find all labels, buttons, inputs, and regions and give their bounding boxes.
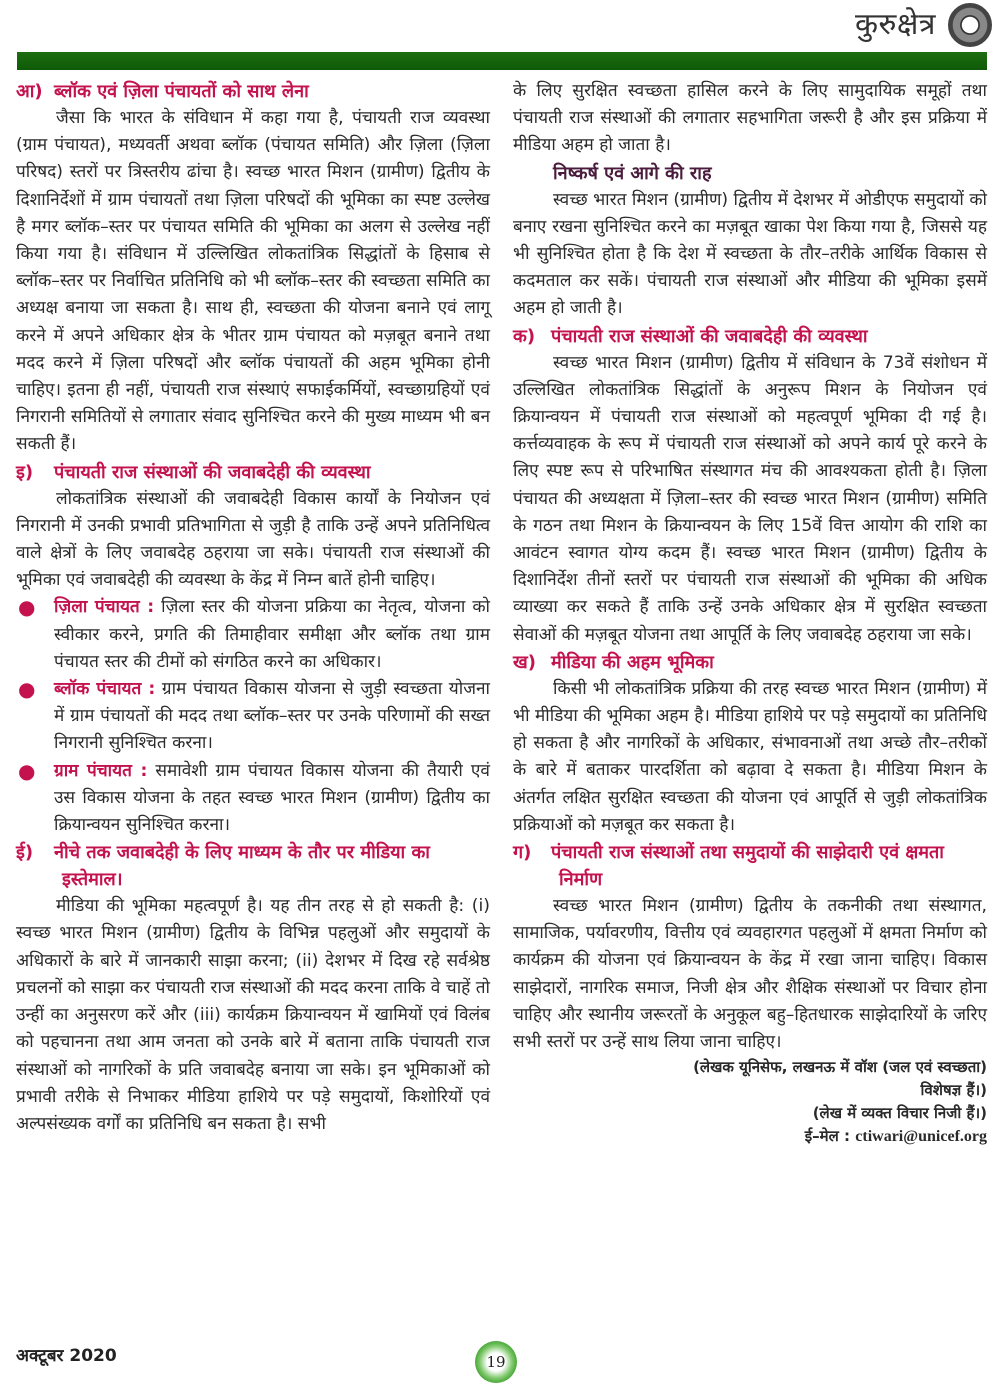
heading-text: पंचायती राज संस्थाओं की जवाबदेही की व्यवस्था bbox=[551, 325, 868, 347]
bullet-text: ज़िला स्तर की योजना प्रक्रिया का नेतृत्व, योजना को स्वीकार करने, प्रगति की तिमाहीवार समीक्षा और ब्लॉक तथा ग्राम पंचायत स्तर की टीमों को संगठित करने का अधिकार। bbox=[54, 597, 491, 672]
bullet-item-block bbox=[16, 676, 490, 758]
bullet-label: ब्लॉक पंचायत : bbox=[54, 679, 156, 700]
bullet-icon: ● bbox=[18, 677, 36, 702]
paragraph-i: लोकतांत्रिक संस्थाओं की जवाबदेही विकास कार्यों के नियोजन एवं निगरानी में उनकी प्रभावी प्रतिभागिता से जुड़ी है ताकि उन्हें अपने प्रतिनिधित्व वाले क्षेत्रों के लिए जवाबदेह ठहराया जा सके। पंचायती राज संस्थाओं की भूमिका एवं जवाबदेही की व्यवस्था के केंद्र में निम्न बातें होनी चाहिए। bbox=[16, 488, 490, 591]
heading-conclusion: निष्कर्ष एवं आगे की राह bbox=[553, 162, 712, 184]
heading-text: ब्लॉक एवं ज़िला पंचायतों को साथ लेना bbox=[54, 81, 309, 102]
heading-text: पंचायती राज संस्थाओं की जवाबदेही की व्यवस्था bbox=[54, 461, 371, 483]
paragraph-ii: मीडिया की भूमिका महत्वपूर्ण है। यह तीन तरह से हो सकती है: (i) स्वच्छ भारत मिशन (ग्रामीण) द्वितीय के विभिन्न पहलुओं और समुदायों के अधिकारों के बारे में जानकारी साझा करना; (ii) देशभर में दिख रहे सर्वश्रेष्ठ प्रचलनों को साझा कर पंचायती राज संस्थाओं की मदद करना ताकि वे चाहें तो उन्हीं का अनुसरण करें और (iii) कार्यक्रम क्रियान्वयन में खामियों एवं विलंब को पहचानना तथा आम जनता को उनके बारे में बताना ताकि पंचायती राज संस्थाओं को नागरिकों के प्रति जवाबदेह बनाया जा सके। इन भूमिकाओं को प्रभावी तरीके से निभाकर मीडिया हाशिये पर पड़े समुदायों, किशोरियों एवं अल्पसंख्यक वर्गों का प्रतिनिधि बन सकता है। सभी bbox=[16, 896, 490, 1134]
chakra-emblem-icon bbox=[948, 3, 992, 47]
heading-marker: इ) bbox=[16, 461, 34, 483]
masthead bbox=[740, 0, 1000, 50]
paragraph-aa: जैसा कि भारत के संविधान में कहा गया है, पंचायती राज व्यवस्था (ग्राम पंचायत), मध्यवर्ती अथवा ब्लॉक (पंचायत समिति) और ज़िला (ज़िला परिषद) स्तरों पर त्रिस्तरीय ढांचा है। स्वच्छ भारत मिशन (ग्रामीण) द्वितीय के दिशानिर्देशों में ग्राम पंचायतों तथा ज़िला परिषदों की भूमिका का स्पष्ट उल्लेख है मगर ब्लॉक–स्तर पर पंचायत समिति की भूमिका का अलग से उल्लेख नहीं किया गया है। संविधान में उल्लिखित लोकतांत्रिक सिद्धांतों के हिसाब से ब्लॉक–स्तर पर निर्वाचित प्रतिनिधि को भी ब्लॉक–स्तर की स्वच्छता समिति का अध्यक्ष बनाया जा सकता है। साथ ही, स्वच्छता की योजना बनाने एवं लागू करने में अपने अधिकार क्षेत्र के भीतर ग्राम पंचायत को मज़बूत बनाने तथा मदद करने में ज़िला परिषदों और ब्लॉक पंचायतों की अहम भूमिका होनी चाहिए। इतना ही नहीं, पंचायती राज संस्थाएं सफाईकर्मियों, स्वच्छाग्रहियों एवं निगरानी समितियों से लगातार संवाद सुनिश्चित करने की मुख्य माध्यम भी बन सकती हैं। bbox=[16, 108, 490, 455]
author-note bbox=[513, 1056, 987, 1148]
email-label: ई–मेल : bbox=[804, 1127, 851, 1146]
heading-marker: ई) bbox=[16, 842, 34, 864]
heading-marker: आ) bbox=[16, 81, 43, 102]
bullet-item-gram bbox=[16, 758, 490, 840]
magazine-title: कुरुक्षेत्र bbox=[854, 7, 936, 42]
heading-marker: ख) bbox=[513, 651, 536, 673]
heading-aa bbox=[16, 78, 490, 105]
heading-ka bbox=[513, 323, 987, 350]
email-line bbox=[513, 1125, 987, 1148]
bullet-icon: ● bbox=[18, 758, 36, 783]
bullet-label: ग्राम पंचायत : bbox=[54, 760, 148, 781]
right-column bbox=[513, 78, 987, 1148]
bullet-text: ग्राम पंचायत विकास योजना से जुड़ी स्वच्छता योजना में ग्राम पंचायतों की मदद तथा ब्लॉक–स्तर पर उनके परिणामों की सख्त निगरानी सुनिश्चित करना। bbox=[54, 679, 490, 754]
author-note-line: (लेखक यूनिसेफ, लखनऊ में वॉश (जल एवं स्वच्छता) bbox=[693, 1058, 987, 1077]
bullet-icon: ● bbox=[18, 595, 36, 620]
paragraph-ga: स्वच्छ भारत मिशन (ग्रामीण) द्वितीय के तकनीकी तथा संस्थागत, सामाजिक, पर्यावरणीय, वित्तीय एवं व्यवहारगत पहलुओं में क्षमता निर्माण को कार्यक्रम की योजना एवं क्रियान्वयन के केंद्र में रखा जाना चाहिए। विकास साझेदारों, नागरिक समाज, निजी क्षेत्र और शैक्षिक संस्थाओं पर विचार होना चाहिए और स्थानीय जरूरतों के अनुकूल बहु–हितधारक साझेदारियों के जरिए सभी स्तरों पर उन्हें साथ लिया जाना चाहिए। bbox=[513, 896, 987, 1053]
heading-kha bbox=[513, 649, 987, 676]
heading-marker: क) bbox=[513, 325, 536, 347]
heading-text: नीचे तक जवाबदेही के लिए माध्यम के तौर पर मीडिया का इस्तेमाल। bbox=[54, 842, 430, 891]
disclaimer-line: (लेख में व्यक्त विचार निजी हैं।) bbox=[812, 1104, 987, 1123]
heading-text: मीडिया की अहम भूमिका bbox=[551, 651, 714, 673]
heading-i bbox=[16, 459, 490, 486]
email-link[interactable]: ctiwari@unicef.org bbox=[855, 1128, 987, 1146]
paragraph-kha: किसी भी लोकतांत्रिक प्रक्रिया की तरह स्वच्छ भारत मिशन (ग्रामीण) में भी मीडिया की भूमिका अहम है। मीडिया हाशिये पर पड़े समुदायों का प्रतिनिधि हो सकता है और नागरिकों के अधिकार, संभावनाओं तथा अच्छे तौर–तरीकों के बारे में बताकर पारदर्शिता को बढ़ावा दे सकता है। मीडिया मिशन के अंतर्गत लक्षित सुरक्षित स्वच्छता की योजना एवं आपूर्ति से जुड़ी लोकतांत्रिक प्रक्रियाओं को मज़बूत कर सकता है। bbox=[513, 678, 988, 835]
bullet-item-zila bbox=[16, 594, 490, 676]
heading-ga bbox=[513, 839, 987, 893]
paragraph-conclusion: स्वच्छ भारत मिशन (ग्रामीण) द्वितीय में देशभर में ओडीएफ समुदायों को बनाए रखना सुनिश्चित करने का मज़बूत खाका पेश किया गया है, जिससे यह भी सुनिश्चित होता है कि देश में स्वच्छता के तौर–तरीके आर्थिक विकास से कदमताल कर सकें। पंचायती राज संस्थाओं और मीडिया की भूमिका इसमें अहम हो जाती है। bbox=[513, 189, 987, 319]
paragraph-continuation: के लिए सुरक्षित स्वच्छता हासिल करने के लिए सामुदायिक समूहों तथा पंचायती राज संस्थाओं की लगातार सहभागिता जरूरी है और इस प्रक्रिया में मीडिया अहम हो जाता है। bbox=[513, 81, 987, 156]
bullet-text: समावेशी ग्राम पंचायत विकास योजना की तैयारी एवं उस विकास योजना के तहत स्वच्छ भारत मिशन (ग्रामीण) द्वितीय का क्रियान्वयन सुनिश्चित करना। bbox=[54, 760, 490, 836]
issue-date: अक्टूबर 2020 bbox=[16, 1346, 117, 1366]
page-number-badge: 19 bbox=[475, 1341, 517, 1383]
header-band bbox=[17, 52, 987, 70]
heading-ii bbox=[16, 839, 490, 893]
paragraph-ka: स्वच्छ भारत मिशन (ग्रामीण) द्वितीय में संविधान के 73वें संशोधन में उल्लिखित लोकतांत्रिक सिद्धांतों के अनुरूप मिशन के नियोजन एवं क्रियान्वयन में पंचायती राज संस्थाओं को महत्वपूर्ण भूमिका दी गई है। कर्त्तव्यवाहक के रूप में पंचायती राज संस्थाओं को अपने कार्य पूरे करने के लिए स्पष्ट रूप से परिभाषित संस्थागत मंच की आवश्यकता होती है। ज़िला पंचायत की अध्यक्षता में ज़िला–स्तर की स्वच्छ भारत मिशन (ग्रामीण) समिति के गठन तथा मिशन के क्रियान्वयन के लिए 15वें वित्त आयोग की राशि का आवंटन स्वागत योग्य कदम हैं। स्वच्छ भारत मिशन (ग्रामीण) द्वितीय के दिशानिर्देश तीनों स्तरों पर पंचायती राज संस्थाओं की भूमिका की अधिक व्याख्या कर सकते हैं ताकि उन्हें उनके अधिकार क्षेत्र में सुरक्षित स्वच्छता सेवाओं की मज़बूत योजना तथा आपूर्ति के लिए जवाबदेह ठहराया जा सके। bbox=[513, 352, 987, 645]
heading-text: पंचायती राज संस्थाओं तथा समुदायों की साझेदारी एवं क्षमता निर्माण bbox=[551, 842, 944, 891]
heading-marker: ग) bbox=[513, 842, 532, 864]
author-note-line: विशेषज्ञ हैं।) bbox=[920, 1081, 987, 1100]
left-column bbox=[16, 78, 490, 1138]
bullet-label: ज़िला पंचायत : bbox=[54, 597, 155, 618]
